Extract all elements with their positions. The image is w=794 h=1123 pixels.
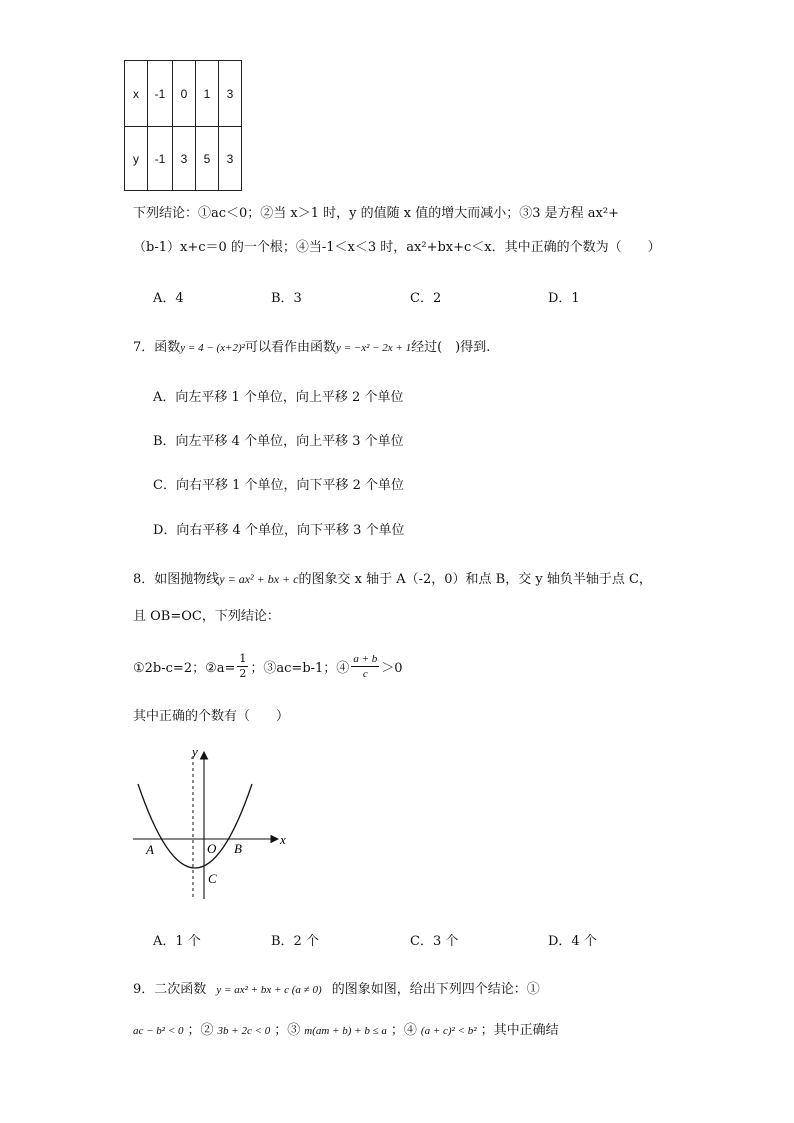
label-y: y [192, 744, 198, 759]
q8-stem-prefix: 8．如图抛物线 [133, 572, 220, 587]
parabola-figure [128, 742, 298, 904]
q9-prefix: 9．二次函数 [133, 982, 207, 997]
q9-sep-1: ；② [187, 1023, 214, 1038]
q6-conclusions-line1: 下列结论：①ac＜0；②当 x＞1 时，y 的值随 x 值的增大而减小；③3 是方程 ax²+ [133, 206, 619, 221]
q9-stem-line1 [133, 978, 540, 997]
q7-formula2: y = −x² − 2x + 1 [335, 342, 412, 354]
q9-suffix: 的图象如图，给出下列四个结论：① [331, 982, 540, 997]
q8-fraction-half [237, 652, 248, 681]
table-cell: -1 [148, 61, 173, 127]
fraction-numerator: a + b [353, 652, 378, 665]
q8-option-a[interactable]: A．1 个 [153, 934, 201, 949]
xy-value-table [124, 60, 242, 191]
q8-conclusion-part1: ①2b-c=2；②a= [133, 660, 236, 676]
fraction-numerator: 1 [239, 651, 247, 665]
q6-option-c[interactable]: C．2 [410, 291, 442, 306]
q9-conclusion-4: (a + c)² < b² [420, 1025, 477, 1037]
q7-stem-mid: 可以看作由函数 [244, 340, 336, 355]
q7-option-a[interactable]: A．向左平移 1 个单位，向上平移 2 个单位 [153, 390, 404, 405]
table-cell: x [125, 61, 148, 127]
table-row-y [125, 127, 242, 191]
q8-option-d[interactable]: D．4 个 [548, 934, 597, 949]
q9-conclusion-3: m(am + b) + b ≤ a [304, 1025, 387, 1037]
label-a: A [146, 842, 154, 857]
q7-stem [133, 336, 490, 355]
fraction-denominator: c [362, 667, 368, 680]
q8-stem-line1 [133, 568, 652, 587]
table-cell: 0 [173, 61, 196, 127]
q9-sep-3: ；④ [390, 1023, 417, 1038]
table-row-x [125, 61, 242, 127]
q8-conclusion-part3: ＞0 [381, 660, 403, 676]
q7-formula1: y = 4 − (x+2)² [180, 342, 245, 354]
q9-stem-line2 [133, 1019, 559, 1038]
table-cell: y [125, 127, 148, 191]
label-x: x [280, 832, 286, 847]
q7-option-b[interactable]: B．向左平移 4 个单位，向上平移 3 个单位 [153, 434, 404, 449]
table-cell: -1 [148, 127, 173, 191]
table-cell: 1 [196, 61, 219, 127]
q9-conclusion-2: 3b + 2c < 0 [217, 1025, 271, 1037]
q8-stem-line2: 且 OB=OC，下列结论： [133, 609, 280, 624]
table-cell: 3 [219, 61, 242, 127]
q6-option-b[interactable]: B．3 [271, 291, 302, 306]
q6-option-d[interactable]: D．1 [548, 291, 580, 306]
label-o: O [207, 841, 217, 856]
q8-option-b[interactable]: B．2 个 [271, 934, 319, 949]
fraction-denominator: 2 [239, 666, 247, 680]
q8-question: 其中正确的个数有（ ） [133, 709, 290, 724]
q8-conclusions [133, 646, 403, 686]
q6-option-a[interactable]: A．4 [153, 291, 184, 306]
q7-option-d[interactable]: D．向右平移 4 个单位，向下平移 3 个单位 [153, 523, 405, 538]
q9-conclusion-1: ac − b² < 0 [133, 1025, 184, 1037]
q8-stem-suffix: 的图象交 x 轴于 A（-2，0）和点 B，交 y 轴负半轴于点 C， [298, 572, 652, 587]
label-c: C [208, 871, 217, 886]
q8-fraction-ab-over-c [351, 652, 379, 681]
q8-formula: y = ax² + bx + c [219, 572, 299, 586]
q9-formula: y = ax² + bx + c (a ≠ 0) [216, 984, 322, 996]
q9-tail: ；其中正确结 [480, 1023, 559, 1038]
q8-option-c[interactable]: C．3 个 [410, 934, 459, 949]
q7-stem-prefix: 7．函数 [133, 340, 181, 355]
table-cell: 5 [196, 127, 219, 191]
q7-stem-suffix: 经过( )得到. [411, 340, 491, 355]
q8-conclusion-part2: ；③ac=b-1；④ [250, 660, 350, 676]
table-cell: 3 [173, 127, 196, 191]
q9-sep-2: ；③ [274, 1023, 301, 1038]
table-cell: 3 [219, 127, 242, 191]
q6-conclusions-line2: （b-1）x+c＝0 的一个根；④当-1＜x＜3 时，ax²+bx+c＜x．其中正确的个数为（ ） [133, 240, 661, 255]
q7-option-c[interactable]: C．向右平移 1 个单位，向下平移 2 个单位 [153, 478, 405, 493]
label-b: B [234, 841, 242, 856]
